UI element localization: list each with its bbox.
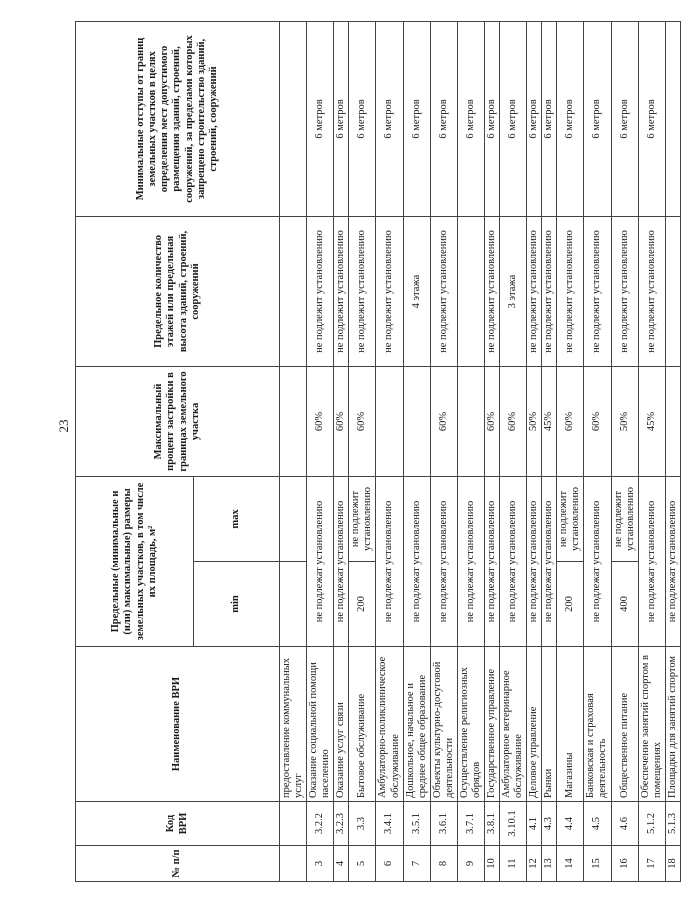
cell-setback xyxy=(665,21,680,216)
cell-percent: 60% xyxy=(484,366,499,476)
cell-max: не подлежит установлению xyxy=(349,476,376,561)
cell-name: Дошкольное, начальное и среднее общее образование xyxy=(403,647,430,802)
cell-name: Оказание услуг связи xyxy=(334,647,349,802)
cell-num: 6 xyxy=(376,846,403,882)
cell-setback: 6 метров xyxy=(500,21,527,216)
table-row xyxy=(349,21,376,881)
table-body xyxy=(280,21,681,881)
table-row xyxy=(307,21,334,881)
table-row xyxy=(280,21,307,881)
table-row xyxy=(665,21,680,881)
cell-floors: не подлежит установлению xyxy=(527,216,542,366)
cell-size-merged: не подлежат установлению xyxy=(542,476,557,646)
cell-size-merged: не подлежат установлению xyxy=(376,476,403,646)
cell-setback: 6 метров xyxy=(584,21,611,216)
cell-floors: не подлежит установлению xyxy=(349,216,376,366)
cell-floors: не подлежит установлению xyxy=(307,216,334,366)
table-row xyxy=(430,21,457,881)
cell-name: Государственное управление xyxy=(484,647,499,802)
cell-code: 3.2.3 xyxy=(334,802,349,846)
table-row xyxy=(542,21,557,881)
cell-floors: не подлежит установлению xyxy=(542,216,557,366)
cell-num: 10 xyxy=(484,846,499,882)
cell-floors xyxy=(457,216,484,366)
cell-size-merged: не подлежат установлению xyxy=(484,476,499,646)
cell-name: Площадки для занятий спортом xyxy=(665,647,680,802)
cell-setback: 6 метров xyxy=(542,21,557,216)
cell-size-merged: не подлежат установлению xyxy=(527,476,542,646)
cell-setback: 6 метров xyxy=(638,21,665,216)
cell-max xyxy=(280,476,307,561)
cell-name: Оказание социальной помощи населению xyxy=(307,647,334,802)
cell-min: 200 xyxy=(557,562,584,647)
cell-floors: 3 этажа xyxy=(500,216,527,366)
table-row xyxy=(611,21,638,881)
cell-percent xyxy=(280,366,307,476)
cell-num: 14 xyxy=(557,846,584,882)
cell-name: Общественное питание xyxy=(611,647,638,802)
cell-num: 17 xyxy=(638,846,665,882)
cell-name: Бытовое обслуживание xyxy=(349,647,376,802)
table-row xyxy=(403,21,430,881)
cell-code: 4.5 xyxy=(584,802,611,846)
cell-size-merged: не подлежат установлению xyxy=(665,476,680,646)
cell-floors xyxy=(280,216,307,366)
cell-name: Магазины xyxy=(557,647,584,802)
cell-floors: не подлежит установлению xyxy=(611,216,638,366)
cell-code: 3.3 xyxy=(349,802,376,846)
table-row xyxy=(334,21,349,881)
cell-percent: 60% xyxy=(430,366,457,476)
cell-percent: 45% xyxy=(542,366,557,476)
cell-size-merged: не подлежат установлению xyxy=(430,476,457,646)
cell-code: 4.4 xyxy=(557,802,584,846)
cell-name: Банковская и страховая деятельность xyxy=(584,647,611,802)
header-min: min xyxy=(194,562,280,647)
cell-floors: не подлежит установлению xyxy=(334,216,349,366)
cell-code: 3.2.2 xyxy=(307,802,334,846)
cell-percent xyxy=(457,366,484,476)
cell-setback xyxy=(280,21,307,216)
cell-floors: не подлежит установлению xyxy=(376,216,403,366)
cell-name: Осуществление религиозных обрядов xyxy=(457,647,484,802)
cell-floors: не подлежит установлению xyxy=(484,216,499,366)
cell-num: 13 xyxy=(542,846,557,882)
cell-code: 4.3 xyxy=(542,802,557,846)
table-row xyxy=(457,21,484,881)
cell-code xyxy=(280,802,307,846)
cell-code: 4.1 xyxy=(527,802,542,846)
header-setback: Минимальные отступы от границ земельных участков в целях определения мест допустимого размещения зданий, строений, сооружений, за пределами которых запрещено строительство зданий, строений, сооружений xyxy=(76,21,280,216)
table-row xyxy=(584,21,611,881)
cell-num: 5 xyxy=(349,846,376,882)
cell-floors: не подлежит установлению xyxy=(584,216,611,366)
rotated-table-container xyxy=(75,22,678,882)
cell-setback: 6 метров xyxy=(457,21,484,216)
header-code: Код ВРИ xyxy=(76,802,280,846)
cell-num: 9 xyxy=(457,846,484,882)
cell-setback: 6 метров xyxy=(307,21,334,216)
cell-name: Рынки xyxy=(542,647,557,802)
cell-setback: 6 метров xyxy=(403,21,430,216)
cell-percent: 60% xyxy=(349,366,376,476)
header-max: max xyxy=(194,476,280,561)
cell-name: Обеспечение занятий спортом в помещениях xyxy=(638,647,665,802)
cell-percent: 60% xyxy=(584,366,611,476)
regulations-table xyxy=(75,21,681,882)
cell-setback: 6 метров xyxy=(611,21,638,216)
table-row xyxy=(500,21,527,881)
header-percent: Максимальный процент застройки в границах земельного участка xyxy=(76,366,280,476)
cell-num xyxy=(280,846,307,882)
table-row xyxy=(527,21,542,881)
cell-size-merged: не подлежат установлению xyxy=(500,476,527,646)
cell-percent: 60% xyxy=(307,366,334,476)
cell-size-merged: не подлежат установлению xyxy=(584,476,611,646)
table-row xyxy=(557,21,584,881)
table-row xyxy=(484,21,499,881)
header-floors: Предельное количество этажей или предельная высота зданий, строений, сооружений xyxy=(76,216,280,366)
cell-floors: не подлежит установлению xyxy=(557,216,584,366)
header-num: № п/п xyxy=(76,846,280,882)
cell-num: 16 xyxy=(611,846,638,882)
cell-name: Объекты культурно-досуговой деятельности xyxy=(430,647,457,802)
cell-name: предоставление коммунальных услуг xyxy=(280,647,307,802)
table-frame xyxy=(75,22,678,882)
cell-percent: 45% xyxy=(638,366,665,476)
cell-name: Деловое управление xyxy=(527,647,542,802)
cell-num: 8 xyxy=(430,846,457,882)
cell-code: 4.6 xyxy=(611,802,638,846)
cell-num: 4 xyxy=(334,846,349,882)
cell-percent xyxy=(376,366,403,476)
cell-code: 5.1.3 xyxy=(665,802,680,846)
cell-floors: не подлежит установлению xyxy=(430,216,457,366)
page-number: 23 xyxy=(56,419,71,433)
cell-percent xyxy=(665,366,680,476)
cell-size-merged: не подлежат установлению xyxy=(403,476,430,646)
cell-name: Амбулаторно-поликлиническое обслуживание xyxy=(376,647,403,802)
cell-size-merged: не подлежат установлению xyxy=(638,476,665,646)
cell-setback: 6 метров xyxy=(376,21,403,216)
cell-setback: 6 метров xyxy=(484,21,499,216)
cell-num: 15 xyxy=(584,846,611,882)
cell-percent: 60% xyxy=(500,366,527,476)
cell-num: 7 xyxy=(403,846,430,882)
cell-num: 18 xyxy=(665,846,680,882)
cell-code: 5.1.2 xyxy=(638,802,665,846)
cell-percent: 50% xyxy=(611,366,638,476)
cell-min: 200 xyxy=(349,562,376,647)
cell-code: 3.4.1 xyxy=(376,802,403,846)
cell-code: 3.8.1 xyxy=(484,802,499,846)
cell-num: 12 xyxy=(527,846,542,882)
cell-percent: 60% xyxy=(557,366,584,476)
cell-size-merged: не подлежат установлению xyxy=(457,476,484,646)
cell-setback: 6 метров xyxy=(557,21,584,216)
cell-percent: 60% xyxy=(334,366,349,476)
cell-code: 3.5.1 xyxy=(403,802,430,846)
cell-code: 3.10.1 xyxy=(500,802,527,846)
cell-setback: 6 метров xyxy=(349,21,376,216)
header-name: Наименование ВРИ xyxy=(76,647,280,802)
cell-min: 400 xyxy=(611,562,638,647)
table-row xyxy=(638,21,665,881)
cell-max: не подлежит установлению xyxy=(611,476,638,561)
cell-percent xyxy=(403,366,430,476)
cell-name: Амбулаторное ветеринарное обслуживание xyxy=(500,647,527,802)
cell-floors: не подлежит установлению xyxy=(638,216,665,366)
cell-size-merged: не подлежат установлению xyxy=(307,476,334,646)
cell-setback: 6 метров xyxy=(334,21,349,216)
cell-size-merged: не подлежат установлению xyxy=(334,476,349,646)
cell-floors: 4 этажа xyxy=(403,216,430,366)
cell-percent: 50% xyxy=(527,366,542,476)
cell-setback: 6 метров xyxy=(430,21,457,216)
cell-code: 3.7.1 xyxy=(457,802,484,846)
cell-code: 3.6.1 xyxy=(430,802,457,846)
cell-num: 3 xyxy=(307,846,334,882)
header-sizes: Предельные (минимальные и (или) максимальные) размеры земельных участков, в том числе их площадь, м² xyxy=(76,476,194,646)
cell-num: 11 xyxy=(500,846,527,882)
table-row xyxy=(376,21,403,881)
cell-setback: 6 метров xyxy=(527,21,542,216)
cell-floors xyxy=(665,216,680,366)
cell-min xyxy=(280,562,307,647)
cell-max: не подлежит установлению xyxy=(557,476,584,561)
